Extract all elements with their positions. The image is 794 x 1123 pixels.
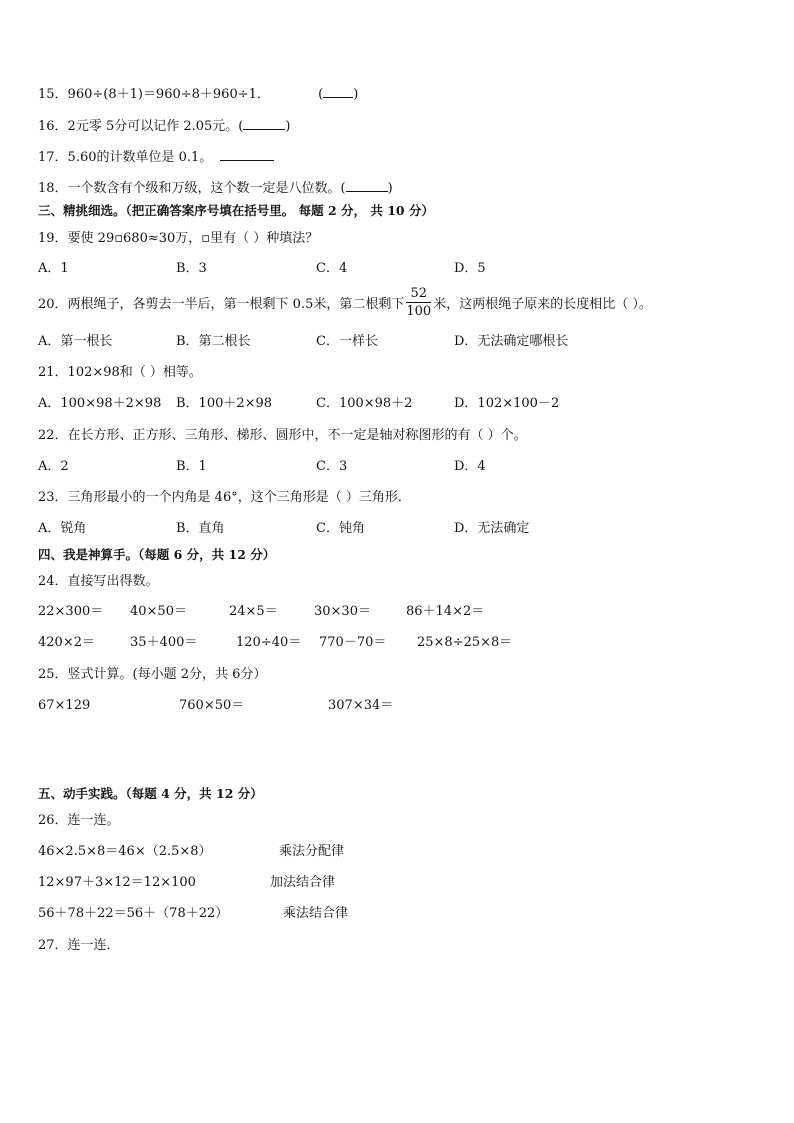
option-20-b[interactable]: B．第二根长 <box>176 334 251 349</box>
calc-item: 120÷40＝ <box>236 635 302 650</box>
question-26: 26．连一连。 <box>38 813 120 828</box>
match-left-1[interactable]: 46×2.5×8＝46×（2.5×8） <box>38 844 212 859</box>
match-right-3[interactable]: 乘法结合律 <box>283 906 349 921</box>
fraction-52-100: $\frac{52}{100}$ <box>406 286 432 319</box>
question-15-text: 15．960÷(8＋1)＝960÷8＋960÷1． <box>38 87 270 102</box>
option-23-b[interactable]: B．直角 <box>176 521 225 536</box>
section-3-heading: 三、精挑细选。（把正确答案序号填在括号里。 每题 2 分， 共 10 分） <box>38 203 434 218</box>
option-19-b[interactable]: B．3 <box>176 261 207 276</box>
option-21-c[interactable]: C．100×98＋2 <box>316 396 413 411</box>
question-15: 15．960÷(8＋1)＝960÷8＋960÷1． ( ) <box>38 83 358 104</box>
question-16-text: 16．2元零 5分可以记作 2.05元。( <box>38 119 244 134</box>
question-24: 24．直接写出得数。 <box>38 574 159 589</box>
option-23-d[interactable]: D．无法确定 <box>454 521 530 536</box>
option-21-b[interactable]: B．100＋2×98 <box>176 396 273 411</box>
calc-item: 86＋14×2＝ <box>406 604 485 619</box>
question-17-text: 17．5.60的计数单位是 0.1。 <box>38 150 213 165</box>
option-20-d[interactable]: D．无法确定哪根长 <box>454 334 569 349</box>
answer-blank-18[interactable] <box>346 177 388 192</box>
answer-blank-17[interactable] <box>220 146 274 161</box>
question-22: 22．在长方形、正方形、三角形、梯形、圆形中，不一定是轴对称图形的有（ ）个。 <box>38 428 527 443</box>
vertical-calc-item: 67×129 <box>38 698 91 713</box>
option-22-c[interactable]: C．3 <box>316 459 348 474</box>
question-17 <box>38 146 274 167</box>
vertical-calc-item: 760×50＝ <box>179 698 245 713</box>
section-4-heading: 四、我是神算手。（每题 6 分，共 12 分） <box>38 547 276 562</box>
option-23-c[interactable]: C．钝角 <box>316 521 365 536</box>
question-18-text: 18．一个数含有个级和万级，这个数一定是八位数。( <box>38 181 346 196</box>
question-19: 19．要使 29▫680≈30万，▫里有（ ）种填法？ <box>38 231 319 246</box>
option-20-c[interactable]: C．一样长 <box>316 334 378 349</box>
option-22-b[interactable]: B．1 <box>176 459 207 474</box>
option-22-d[interactable]: D．4 <box>454 459 486 474</box>
answer-blank-16[interactable] <box>243 115 285 130</box>
match-right-2[interactable]: 加法结合律 <box>270 875 336 890</box>
option-19-a[interactable]: A．1 <box>38 261 69 276</box>
section-5-heading: 五、动手实践。（每题 4 分，共 12 分） <box>38 786 263 801</box>
calc-item: 420×2＝ <box>38 635 95 650</box>
question-27: 27．连一连． <box>38 938 120 953</box>
calc-item: 40×50＝ <box>130 604 187 619</box>
calc-item: 24×5＝ <box>229 604 278 619</box>
question-25: 25．竖式计算。(每小题 2分，共 6分） <box>38 667 267 682</box>
question-18: 18．一个数含有个级和万级，这个数一定是八位数。( ) <box>38 177 393 198</box>
answer-blank-15[interactable] <box>323 83 353 98</box>
option-23-a[interactable]: A．锐角 <box>38 521 87 536</box>
match-left-3[interactable]: 56＋78＋22＝56＋（78＋22） <box>38 906 229 921</box>
question-20: 20．两根绳子，各剪去一半后，第一根剩下 0.5米，第二根剩下 $\frac{52}{100}$ 米，这两根绳子原来的长度相比（ ）。 <box>38 286 652 319</box>
calc-item: 22×300＝ <box>38 604 104 619</box>
option-19-d[interactable]: D．5 <box>454 261 486 276</box>
option-19-c[interactable]: C．4 <box>316 261 348 276</box>
vertical-calc-item: 307×34＝ <box>328 698 394 713</box>
question-23: 23．三角形最小的一个内角是 46°，这个三角形是（ ）三角形． <box>38 490 411 505</box>
option-21-d[interactable]: D．102×100－2 <box>454 396 560 411</box>
option-22-a[interactable]: A．2 <box>38 459 69 474</box>
calc-item: 35＋400＝ <box>130 635 198 650</box>
calc-item: 30×30＝ <box>314 604 371 619</box>
option-21-a[interactable]: A．100×98＋2×98 <box>38 396 162 411</box>
question-16: 16．2元零 5分可以记作 2.05元。( ) <box>38 115 290 136</box>
calc-item: 25×8÷25×8＝ <box>417 635 513 650</box>
option-20-a[interactable]: A．第一根长 <box>38 334 113 349</box>
calc-item: 770－70＝ <box>319 635 387 650</box>
match-left-2[interactable]: 12×97＋3×12＝12×100 <box>38 875 196 890</box>
match-right-1[interactable]: 乘法分配律 <box>279 844 345 859</box>
question-21: 21．102×98和（ ）相等。 <box>38 365 202 380</box>
